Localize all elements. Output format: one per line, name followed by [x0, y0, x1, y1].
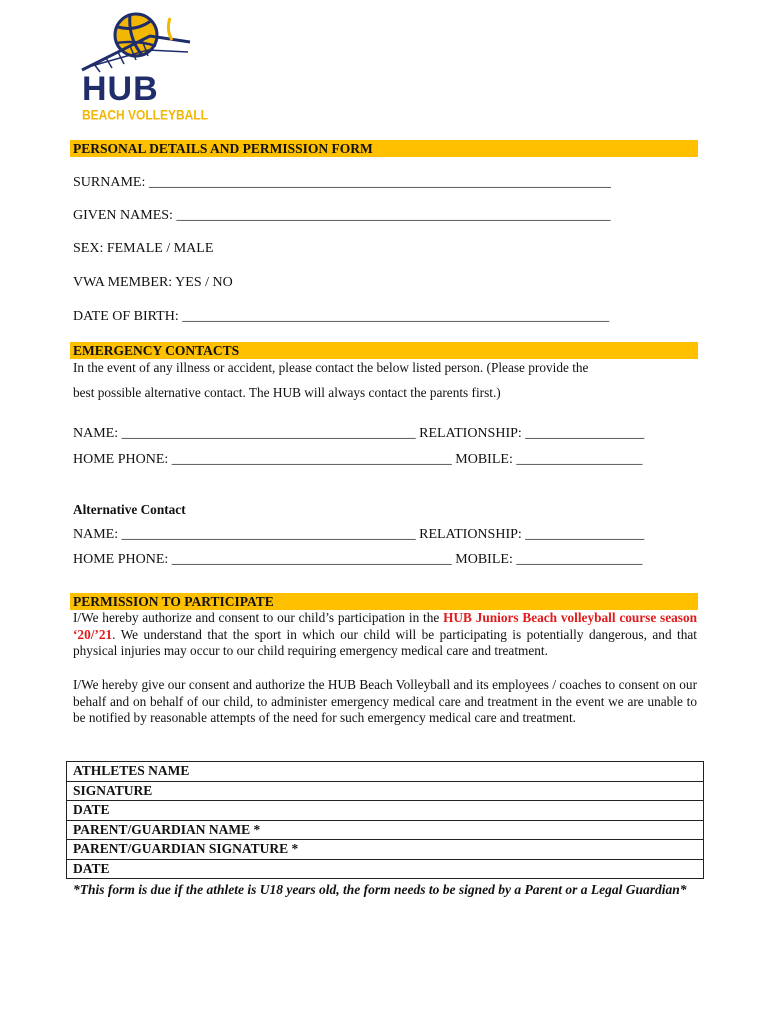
surname-field[interactable]: SURNAME: __________________________________________________________________: [73, 175, 611, 190]
personal-details-heading: PERSONAL DETAILS AND PERMISSION FORM: [70, 140, 698, 157]
parent-date-cell[interactable]: DATE: [67, 859, 704, 879]
permission-text-start: I/We hereby authorize and consent to our child’s participation in the: [73, 610, 444, 625]
signature-table: [66, 761, 704, 879]
parent-guardian-signature-cell[interactable]: PARENT/GUARDIAN SIGNATURE *: [67, 840, 704, 860]
contact-name-field[interactable]: NAME: __________________________________________ RELATIONSHIP: _________________: [73, 426, 645, 441]
date-cell[interactable]: DATE: [67, 801, 704, 821]
logo-title: HUB: [82, 70, 159, 108]
table-row: [67, 781, 704, 801]
vwa-member-field[interactable]: VWA MEMBER: YES / NO: [73, 275, 233, 290]
table-row: [67, 801, 704, 821]
footnote: *This form is due if the athlete is U18 years old, the form needs to be signed by a Parent or a Legal Guardian*: [73, 882, 687, 897]
table-row: [67, 762, 704, 782]
contact-phone-field[interactable]: HOME PHONE: ________________________________________ MOBILE: __________________: [73, 452, 643, 467]
permission-heading: PERMISSION TO PARTICIPATE: [70, 593, 698, 610]
permission-text-end: . We understand that the sport in which our child will be participating is potentially dangerous, and that physical injuries may occur to our child requiring emergency medical care and treatment.: [73, 626, 697, 658]
alt-contact-phone-field[interactable]: HOME PHONE: ________________________________________ MOBILE: __________________: [73, 552, 643, 567]
signature-cell[interactable]: SIGNATURE: [67, 781, 704, 801]
alternative-contact-heading: Alternative Contact: [73, 502, 186, 517]
parent-guardian-name-cell[interactable]: PARENT/GUARDIAN NAME *: [67, 820, 704, 840]
date-of-birth-field[interactable]: DATE OF BIRTH: _____________________________________________________________: [73, 309, 610, 324]
athletes-name-cell[interactable]: ATHLETES NAME: [67, 762, 704, 782]
table-row: [67, 820, 704, 840]
emergency-intro-line-2: best possible alternative contact. The HUB will always contact the parents first.): [73, 385, 501, 400]
given-names-field[interactable]: GIVEN NAMES: ______________________________________________________________: [73, 208, 611, 223]
emergency-intro-line-1: In the event of any illness or accident, please contact the below listed person. (Please provide the: [73, 360, 589, 375]
table-row: [67, 859, 704, 879]
emergency-contacts-heading: EMERGENCY CONTACTS: [70, 342, 698, 359]
table-row: [67, 840, 704, 860]
logo-subtitle: BEACH VOLLEYBALL: [82, 106, 208, 123]
permission-paragraph-1: [73, 610, 697, 660]
alt-contact-name-field[interactable]: NAME: __________________________________________ RELATIONSHIP: _________________: [73, 527, 645, 542]
sex-field[interactable]: SEX: FEMALE / MALE: [73, 241, 214, 256]
permission-paragraph-2: I/We hereby give our consent and authorize the HUB Beach Volleyball and its employees / coaches to consent on our behalf and on behalf of our child, to administer emergency medical care and treatment in the event we are unable to be notified by reasonable attempts of the need for such emergency medical care and treatment.: [73, 677, 697, 725]
course-name-highlight: HUB Juniors Beach volleyball course season ‘20/’21: [73, 610, 697, 642]
hub-logo: [78, 10, 208, 122]
